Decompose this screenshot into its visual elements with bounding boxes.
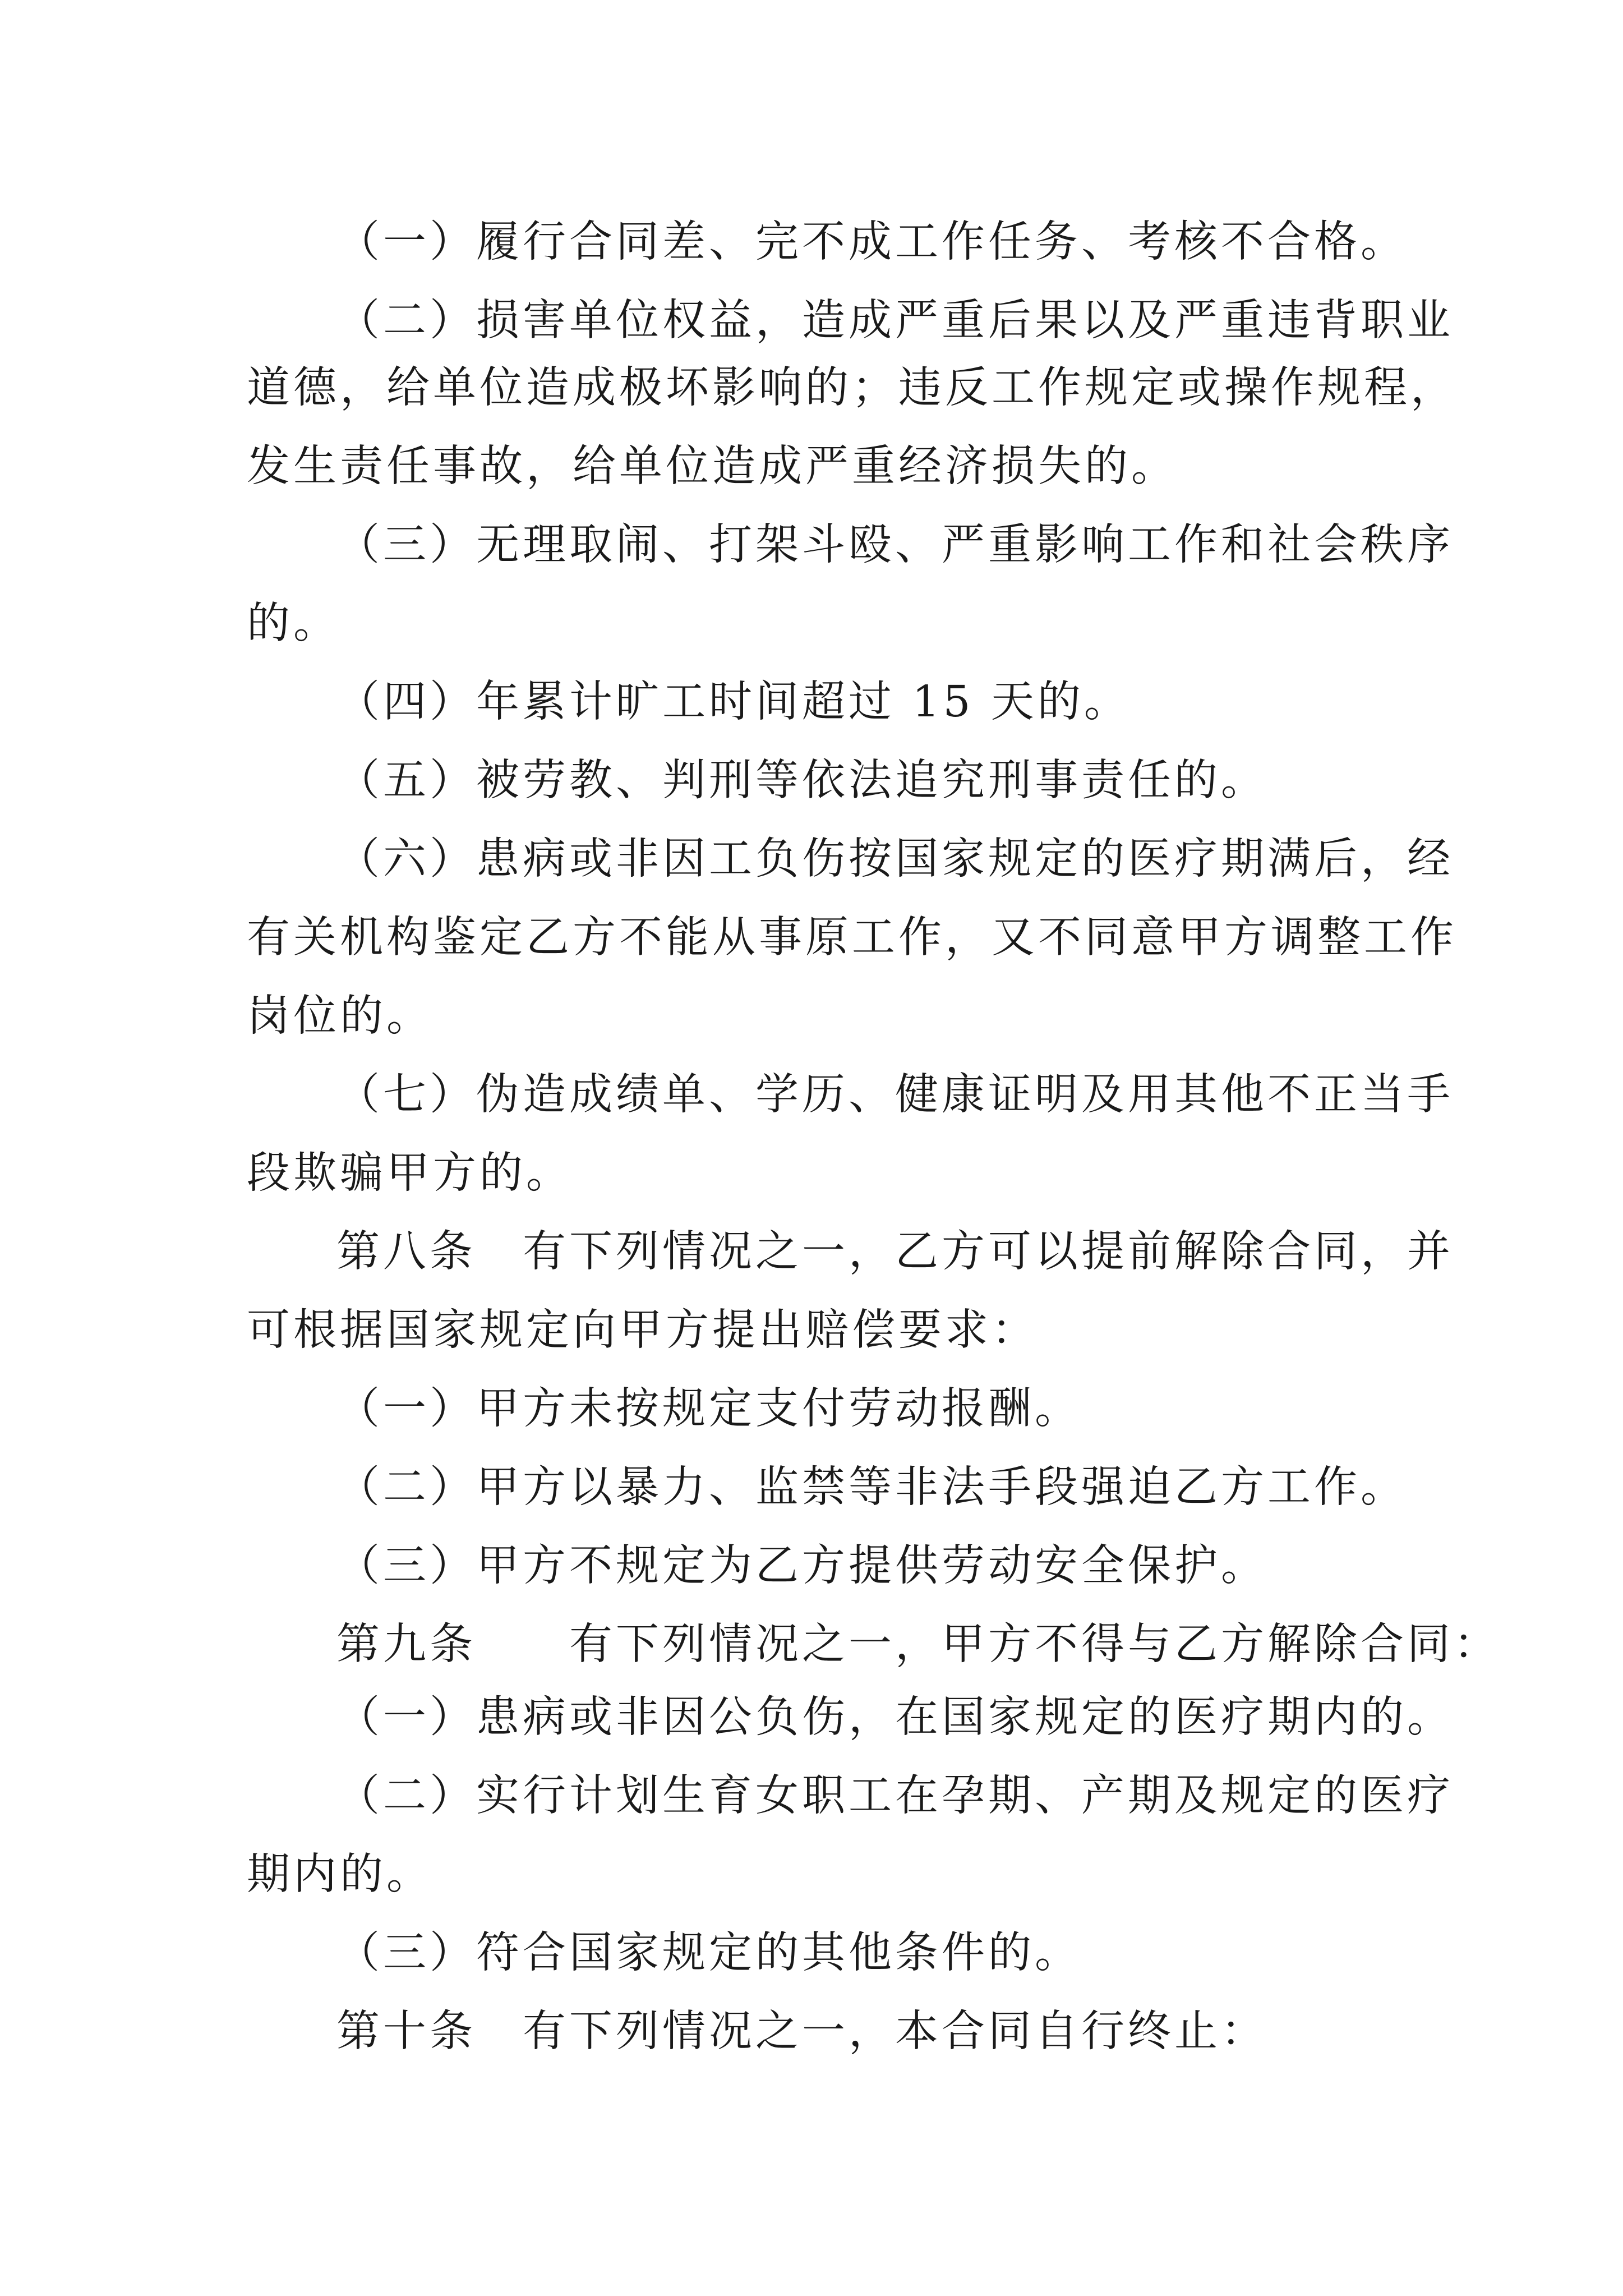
clause-7-item-4: （四）年累计旷工时间超过 15 天的。	[336, 677, 1131, 727]
clause-9-item-2-line-1: （二）实行计划生育女职工在孕期、产期及规定的医疗	[336, 1771, 1454, 1821]
clause-9-heading: 第九条 有下列情况之一，甲方不得与乙方解除合同：	[336, 1619, 1500, 1669]
clause-8-heading-line-1: 第八条 有下列情况之一，乙方可以提前解除合同，并	[336, 1227, 1454, 1277]
clause-7-item-7-line-1: （七）伪造成绩单、学历、健康证明及用其他不正当手	[336, 1070, 1454, 1120]
clause-10-heading: 第十条 有下列情况之一，本合同自行终止：	[336, 2007, 1267, 2056]
clause-7-item-6-line-1: （六）患病或非因工负伤按国家规定的医疗期满后，经	[336, 834, 1454, 884]
clause-7-item-3-line-2: 的。	[247, 599, 340, 648]
clause-9-item-3: （三）符合国家规定的其他条件的。	[336, 1928, 1081, 1978]
clause-8-heading-line-2: 可根据国家规定向甲方提出赔偿要求：	[247, 1305, 1038, 1355]
clause-7-item-1: （一）履行合同差、完不成工作任务、考核不合格。	[336, 217, 1407, 267]
clause-8-item-2: （二）甲方以暴力、监禁等非法手段强迫乙方工作。	[336, 1462, 1407, 1512]
clause-7-item-5: （五）被劳教、判刑等依法追究刑事责任的。	[336, 756, 1267, 806]
clause-9-item-1: （一）患病或非因公负伤，在国家规定的医疗期内的。	[336, 1692, 1454, 1742]
clause-7-item-2-line-3: 发生责任事故，给单位造成严重经济损失的。	[247, 441, 1178, 491]
clause-7-item-2-line-1: （二）损害单位权益，造成严重后果以及严重违背职业	[336, 296, 1454, 346]
clause-8-item-1: （一）甲方未按规定支付劳动报酬。	[336, 1384, 1081, 1434]
clause-7-item-3-line-1: （三）无理取闹、打架斗殴、严重影响工作和社会秩序	[336, 520, 1454, 570]
clause-7-item-2-line-2: 道德，给单位造成极坏影响的；违反工作规定或操作规程，	[247, 363, 1457, 413]
clause-8-item-3: （三）甲方不规定为乙方提供劳动安全保护。	[336, 1541, 1267, 1591]
clause-7-item-6-line-2: 有关机构鉴定乙方不能从事原工作，又不同意甲方调整工作	[247, 913, 1457, 963]
clause-7-item-6-line-3: 岗位的。	[247, 991, 433, 1041]
clause-7-item-7-line-2: 段欺骗甲方的。	[247, 1148, 573, 1198]
clause-9-item-2-line-2: 期内的。	[247, 1849, 433, 1899]
